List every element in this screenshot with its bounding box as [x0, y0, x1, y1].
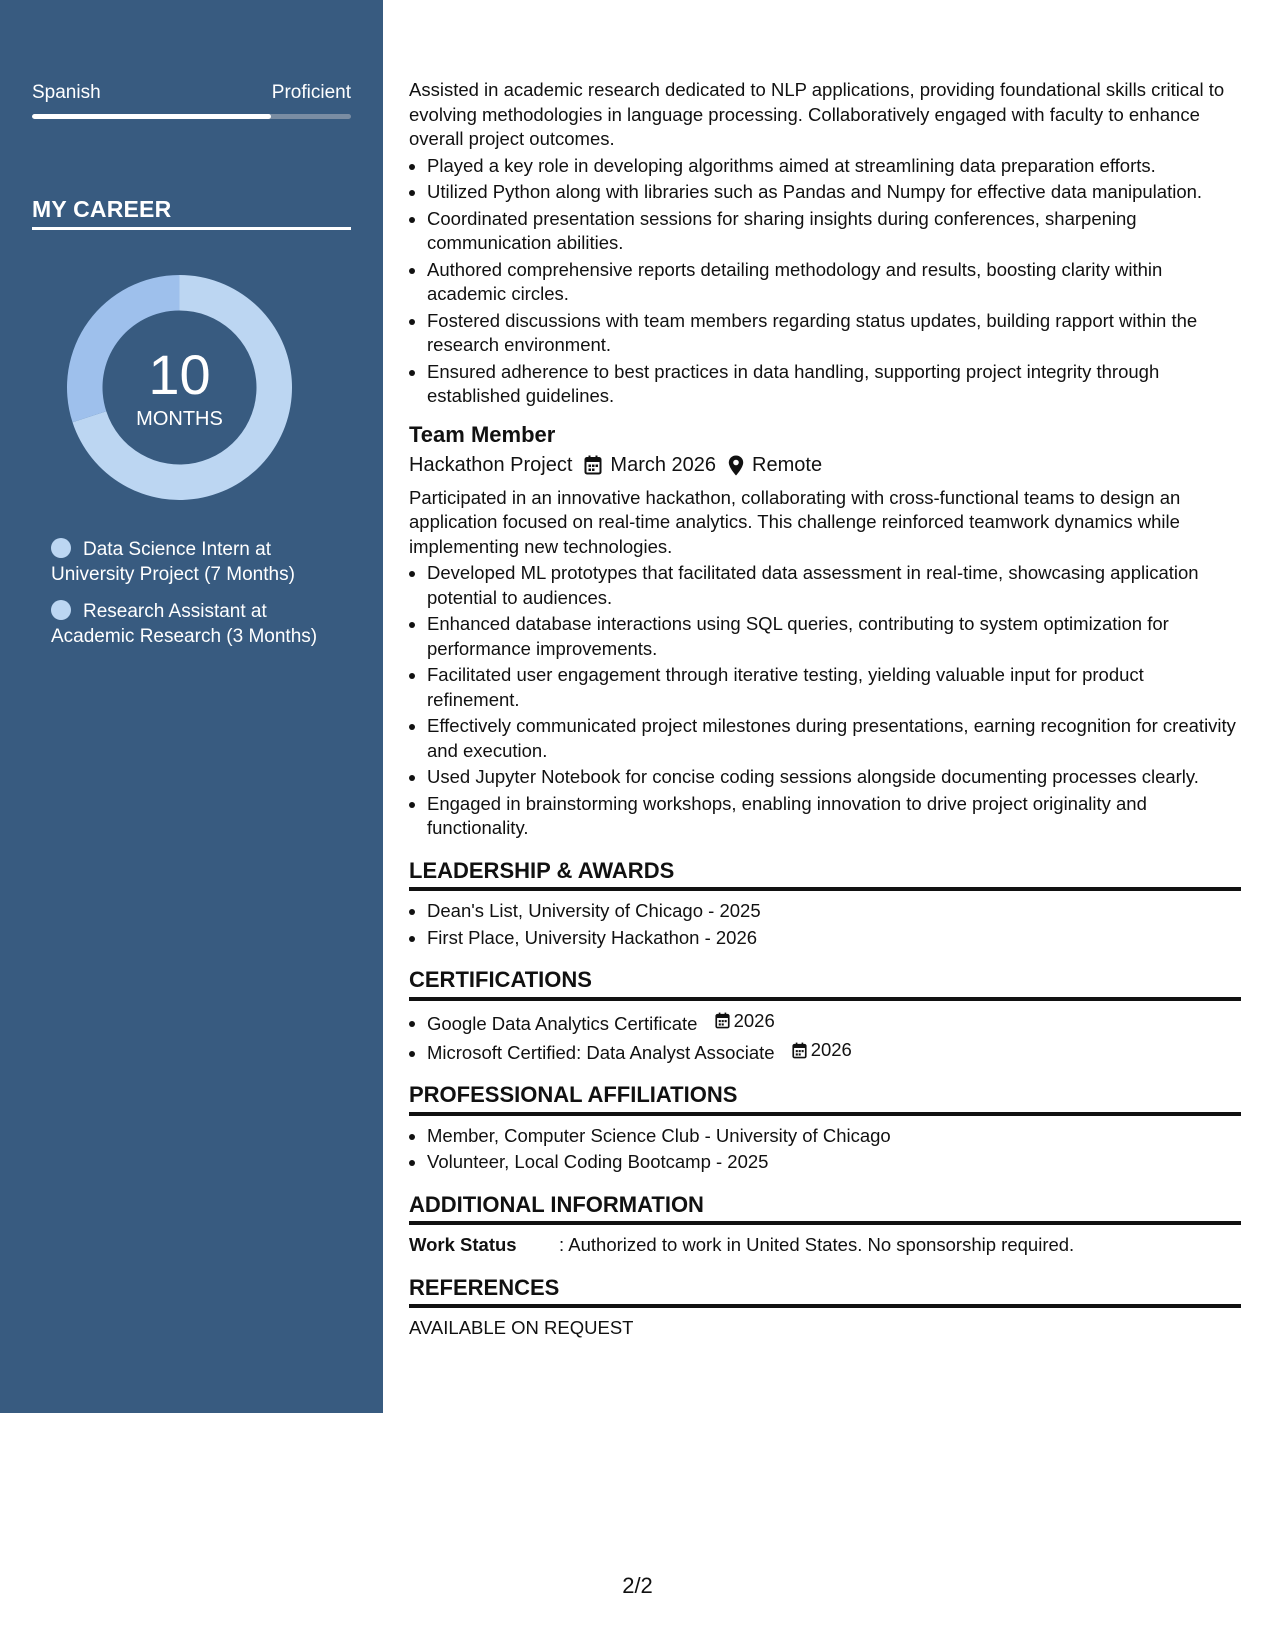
legend-item — [51, 537, 351, 587]
affiliations-heading: PROFESSIONAL AFFILIATIONS — [409, 1083, 1241, 1116]
list-item: • Played a key role in developing algorithms aimed at streamlining data preparation efforts. — [427, 154, 1241, 179]
sidebar — [0, 0, 383, 1413]
references-text: AVAILABLE ON REQUEST — [409, 1317, 634, 1338]
work-status-label: Work Status — [409, 1234, 517, 1255]
role-title: Team Member — [409, 421, 556, 447]
list-item: • Coordinated presentation sessions for sharing insights during conferences, sharpening communication abilities. — [427, 207, 1241, 256]
calendar-icon — [792, 1042, 807, 1059]
cert-year: 2026 — [733, 1009, 775, 1031]
certifications-heading: CERTIFICATIONS — [409, 968, 1241, 1001]
role-meta — [409, 453, 1241, 478]
career-legend — [51, 537, 351, 661]
language-row — [32, 82, 351, 104]
list-item: • Ensured adherence to best practices in data handling, supporting project integrity through established guidelines. — [427, 360, 1241, 409]
legend-dot-icon — [51, 538, 71, 558]
list-item: • Developed ML prototypes that facilitated data assessment in real-time, showcasing application potential to audiences. — [427, 561, 1241, 610]
work-status-value: : Authorized to work in United States. No sponsorship required. — [559, 1234, 1075, 1255]
legend-label: Research Assistant at Academic Research (3 Months) — [51, 601, 318, 647]
list-item — [427, 1038, 1241, 1065]
leadership-list — [409, 899, 1241, 950]
language-proficiency-fill — [32, 114, 271, 119]
calendar-icon — [584, 455, 602, 475]
list-item: • Dean's List, University of Chicago - 2025 — [427, 899, 1241, 924]
list-item: • Facilitated user engagement through iterative testing, yielding valuable input for product refinement. — [427, 663, 1241, 712]
legend-dot-icon — [51, 600, 71, 620]
cert-name: Google Data Analytics Certificate — [427, 1012, 698, 1034]
role-location: Remote — [752, 454, 823, 476]
list-item: • Engaged in brainstorming workshops, enabling innovation to drive project originality and functionality. — [427, 792, 1241, 841]
main-content — [409, 78, 1241, 1341]
page-number: 2/2 — [622, 1573, 653, 1598]
list-item: • Used Jupyter Notebook for concise coding sessions alongside documenting processes clearly. — [427, 765, 1241, 790]
leadership-heading: LEADERSHIP & AWARDS — [409, 859, 1241, 892]
role-org: Hackathon Project — [409, 454, 573, 476]
list-item: • Member, Computer Science Club - University of Chicago — [427, 1124, 1241, 1149]
intro-summary: Assisted in academic research dedicated to NLP applications, providing foundational skills critical to evolving methodologies in language processing. Collaboratively engaged with faculty to enhance overall project outcomes. — [409, 79, 1225, 149]
career-heading: MY CAREER — [32, 196, 172, 222]
list-item — [427, 1009, 1241, 1036]
cert-year: 2026 — [810, 1038, 852, 1060]
cert-year-wrap — [715, 1009, 775, 1034]
work-status-row — [409, 1233, 1241, 1258]
intro-bullets — [409, 154, 1241, 409]
role-bullets — [409, 561, 1241, 841]
list-item: • Volunteer, Local Coding Bootcamp - 2025 — [427, 1150, 1241, 1175]
list-item: • Authored comprehensive reports detailing methodology and results, boosting clarity within academic circles. — [427, 258, 1241, 307]
list-item: • Fostered discussions with team members regarding status updates, building rapport within the research environment. — [427, 309, 1241, 358]
list-item: • Utilized Python along with libraries such as Pandas and Numpy for effective data manipulation. — [427, 180, 1241, 205]
list-item: • Effectively communicated project milestones during presentations, earning recognition for creativity and execution. — [427, 714, 1241, 763]
affiliations-list — [409, 1124, 1241, 1175]
list-item: • Enhanced database interactions using SQL queries, contributing to system optimization for performance improvements. — [427, 612, 1241, 661]
list-item: • First Place, University Hackathon - 2026 — [427, 926, 1241, 951]
legend-item — [51, 599, 351, 649]
cert-year-wrap — [792, 1038, 852, 1063]
cert-name: Microsoft Certified: Data Analyst Associate — [427, 1041, 775, 1063]
career-total-unit: MONTHS — [136, 408, 223, 430]
language-name: Spanish — [32, 82, 101, 103]
role-date: March 2026 — [610, 454, 717, 476]
career-total-value: 10 — [148, 343, 211, 406]
location-pin-icon — [728, 455, 744, 476]
language-level: Proficient — [271, 82, 351, 103]
role-summary: Participated in an innovative hackathon, collaborating with cross-functional teams to design an application focused on real-time analytics. This challenge reinforced teamwork dynamics while implementing new technologies. — [409, 486, 1181, 557]
career-heading-rule — [32, 227, 351, 230]
calendar-icon — [715, 1012, 730, 1029]
certifications-list — [409, 1009, 1241, 1066]
references-heading: REFERENCES — [409, 1276, 1241, 1309]
language-proficiency-bar — [32, 114, 351, 119]
additional-info-heading: ADDITIONAL INFORMATION — [409, 1193, 1241, 1226]
legend-label: Data Science Intern at University Project (7 Months) — [51, 539, 295, 585]
